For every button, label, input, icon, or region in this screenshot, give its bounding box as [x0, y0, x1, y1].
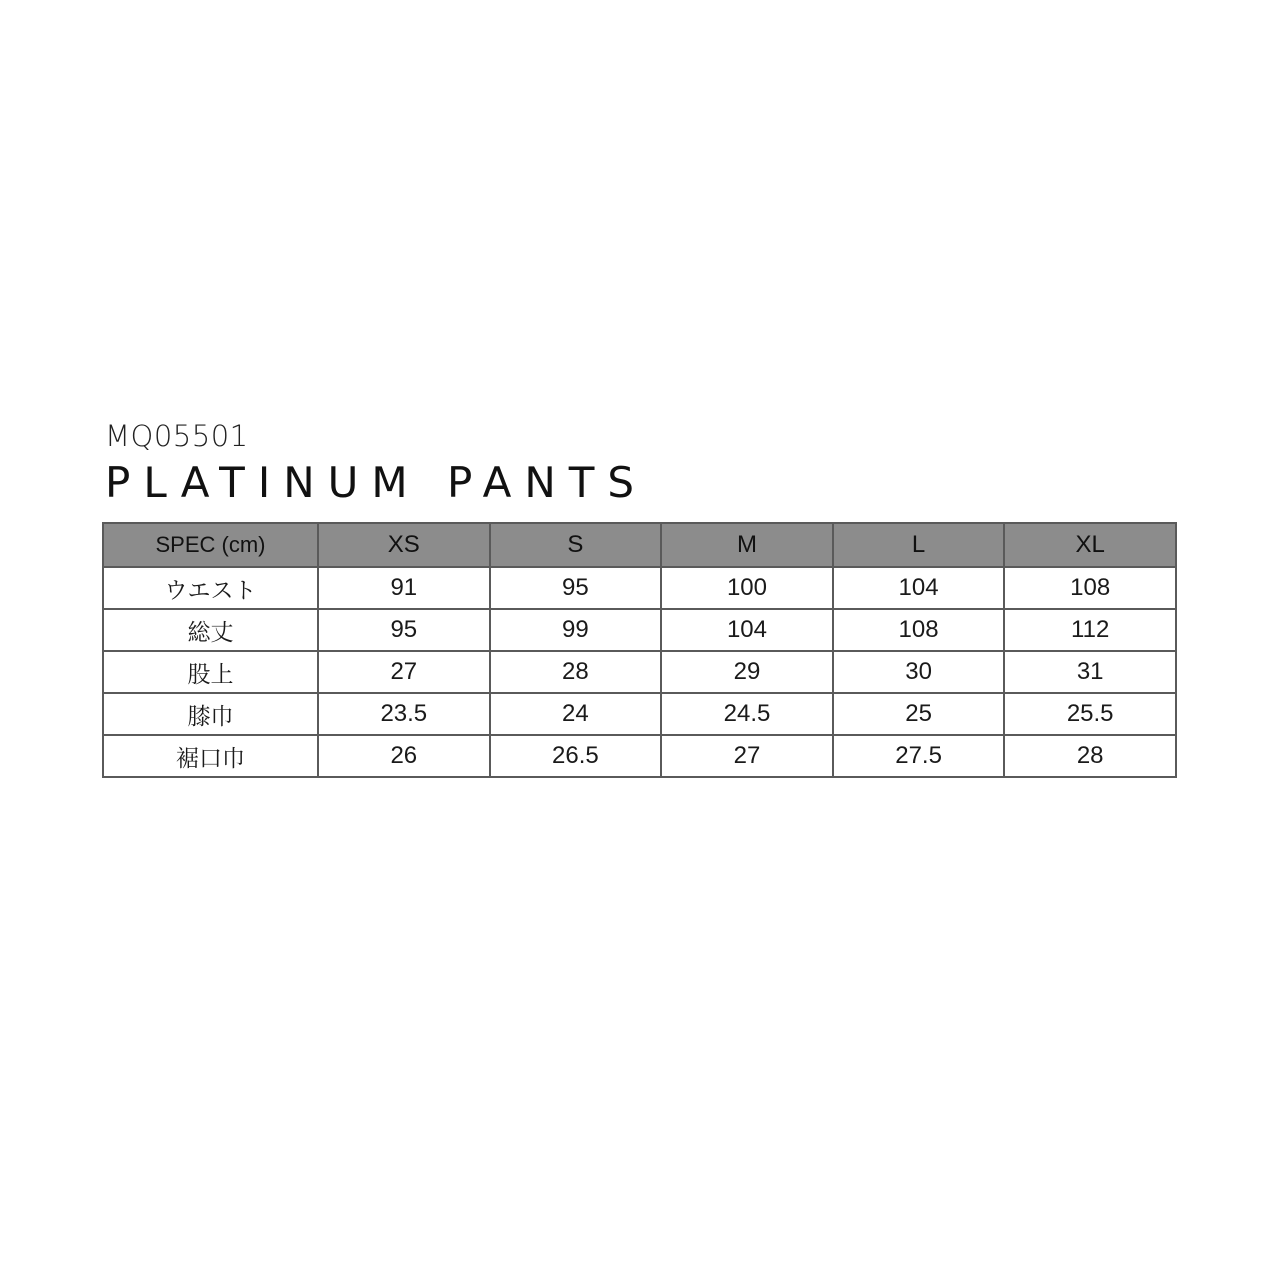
- table-cell: 25.5: [1004, 693, 1176, 735]
- table-row-total-length: [103, 609, 1176, 651]
- table-cell: 24: [490, 693, 662, 735]
- table-row-waist: [103, 567, 1176, 609]
- table-cell: 95: [490, 567, 662, 609]
- table-cell: 31: [1004, 651, 1176, 693]
- table-cell: 23.5: [318, 693, 490, 735]
- table-cell: 99: [490, 609, 662, 651]
- size-header-s: S: [490, 523, 662, 567]
- table-cell: 30: [833, 651, 1005, 693]
- table-cell: 112: [1004, 609, 1176, 651]
- table-cell: 26.5: [490, 735, 662, 777]
- row-label: 総丈: [103, 609, 318, 651]
- size-header-xl: XL: [1004, 523, 1176, 567]
- size-header-m: M: [661, 523, 833, 567]
- table-cell: 24.5: [661, 693, 833, 735]
- table-cell: 95: [318, 609, 490, 651]
- table-row-hem-width: [103, 735, 1176, 777]
- table-cell: 108: [833, 609, 1005, 651]
- table-cell: 29: [661, 651, 833, 693]
- table-header-row: [103, 523, 1176, 567]
- table-cell: 25: [833, 693, 1005, 735]
- row-label: 裾口巾: [103, 735, 318, 777]
- table-row-rise: [103, 651, 1176, 693]
- size-spec-table: [102, 522, 1177, 778]
- table-cell: 104: [661, 609, 833, 651]
- product-code: MQ05501: [105, 419, 249, 453]
- table-cell: 27: [318, 651, 490, 693]
- table-cell: 26: [318, 735, 490, 777]
- table-row-knee-width: [103, 693, 1176, 735]
- table-cell: 108: [1004, 567, 1176, 609]
- spec-header-label: SPEC (cm): [103, 523, 318, 567]
- table-cell: 91: [318, 567, 490, 609]
- row-label: 膝巾: [103, 693, 318, 735]
- row-label: 股上: [103, 651, 318, 693]
- size-header-l: L: [833, 523, 1005, 567]
- size-header-xs: XS: [318, 523, 490, 567]
- table-cell: 28: [1004, 735, 1176, 777]
- table-cell: 28: [490, 651, 662, 693]
- table-cell: 100: [661, 567, 833, 609]
- row-label: ウエスト: [103, 567, 318, 609]
- table-cell: 104: [833, 567, 1005, 609]
- table-cell: 27: [661, 735, 833, 777]
- table-cell: 27.5: [833, 735, 1005, 777]
- product-name: PLATINUM PANTS: [105, 458, 648, 507]
